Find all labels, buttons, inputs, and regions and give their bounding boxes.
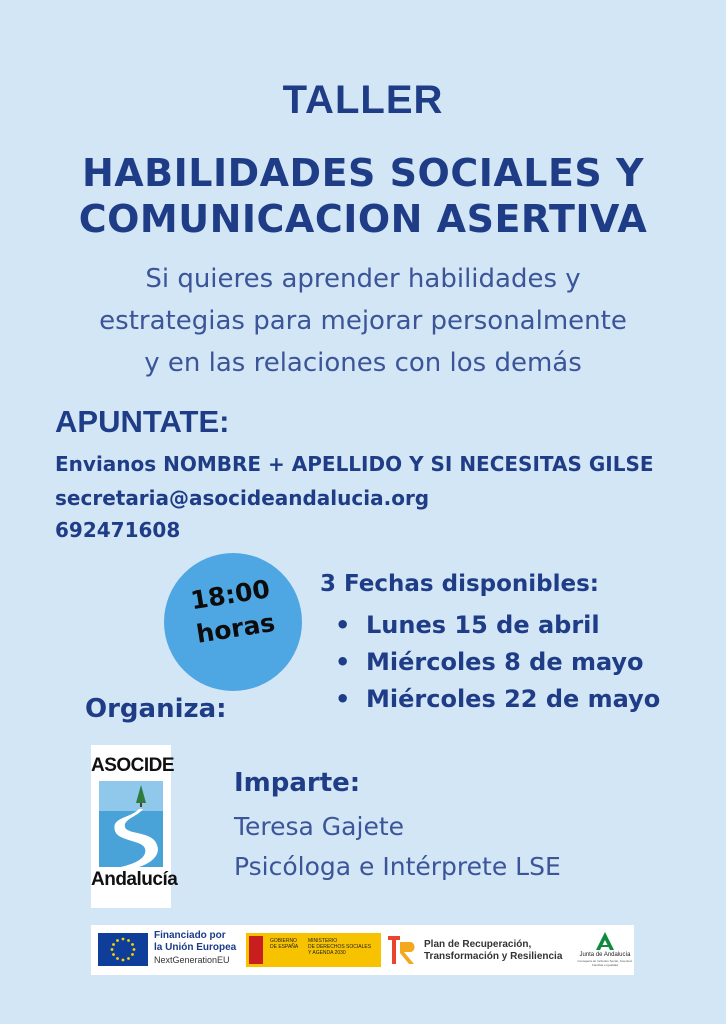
organizer-label: Organiza: [85, 694, 227, 724]
speaker-role: Psicóloga e Intérprete LSE [234, 852, 561, 881]
eu-line-1: Financiado por [154, 930, 226, 941]
plan-line-2: Transformación y Resiliencia [424, 951, 563, 962]
eu-funding-text [154, 930, 236, 967]
logo-top-text: ASOCIDE [91, 755, 175, 776]
eu-line-2: la Unión Europea [154, 942, 237, 953]
date-item [335, 607, 660, 644]
eu-flag-icon [98, 933, 148, 966]
signup-instructions: Envianos NOMBRE + APELLIDO Y SI NECESITAS GILSE [55, 452, 654, 476]
recovery-plan-text [424, 939, 562, 963]
junta-subtext: Consejería de Inclusión Social, Juventud, Familias e Igualdad [577, 959, 633, 967]
date-item-label: Miércoles 22 de mayo [366, 685, 661, 713]
intro-line-2: estrategias para mejorar personalmente [99, 306, 627, 336]
time-unit: horas [194, 607, 277, 649]
intro-line-1: Si quieres aprender habilidades y [145, 264, 581, 294]
plan-line-1: Plan de Recuperación, [424, 939, 532, 950]
junta-text: Junta de Andalucía [579, 952, 631, 958]
poster-kicker: TALLER [282, 78, 444, 122]
speaker-name: Teresa Gajete [234, 812, 405, 841]
sponsors-bar [91, 925, 634, 975]
signup-phone: 692471608 [55, 518, 181, 542]
poster-headline [0, 150, 726, 242]
signup-title: APUNTATE: [55, 404, 230, 439]
bullet-icon: • [335, 648, 351, 676]
date-item [335, 681, 660, 718]
speaker-label: Imparte: [234, 768, 361, 798]
headline-line-1: HABILIDADES SOCIALES Y [81, 151, 645, 195]
logo-bottom-text: Andalucía [91, 869, 178, 890]
asocide-logo [91, 745, 178, 908]
headline-line-2: COMUNICACION ASERTIVA [78, 197, 648, 241]
date-item-label: Lunes 15 de abril [366, 611, 600, 639]
spain-shield-icon [249, 936, 263, 964]
date-item-label: Miércoles 8 de mayo [366, 648, 644, 676]
time-value: 18:00 [188, 574, 272, 616]
gobierno-logo [246, 933, 381, 967]
dates-list [335, 607, 660, 718]
recovery-plan-icon [388, 934, 418, 966]
intro-line-3: y en las relaciones con los demás [144, 348, 582, 378]
road-landscape-icon [99, 781, 163, 867]
eu-line-3: NextGenerationEU [154, 955, 230, 965]
dates-title: 3 Fechas disponibles: [320, 571, 600, 597]
ministerio-text: MINISTERIO DE DERECHOS SOCIALES Y AGENDA 2030 [308, 938, 372, 956]
junta-andalucia-icon [595, 931, 615, 951]
bullet-icon: • [335, 611, 351, 639]
signup-email: secretaria@asocideandalucia.org [55, 486, 430, 510]
bullet-icon: • [335, 685, 351, 713]
gobierno-text: GOBIERNO DE ESPAÑA [270, 938, 299, 950]
intro-text [0, 258, 726, 384]
date-item [335, 644, 660, 681]
